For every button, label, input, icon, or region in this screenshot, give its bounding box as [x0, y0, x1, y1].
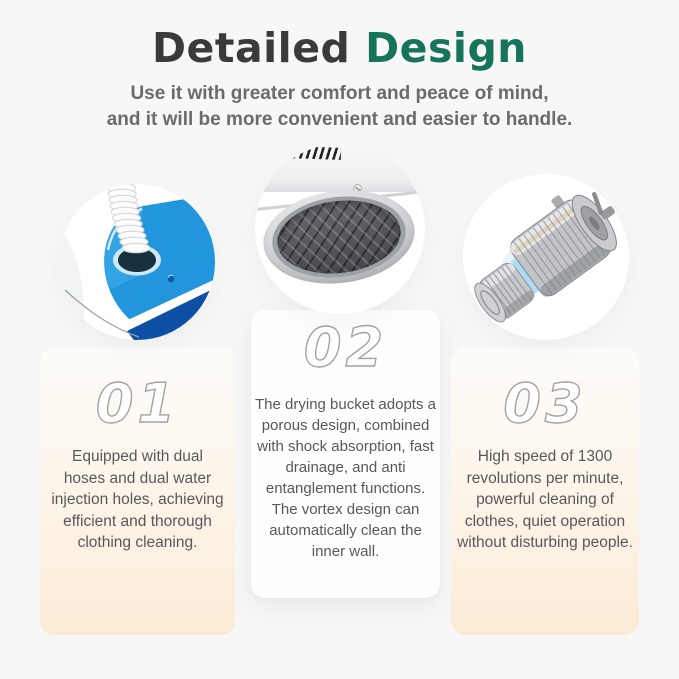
porous-drying-bucket-photo [255, 144, 425, 314]
high-speed-motor-photo [463, 174, 629, 340]
title-part-dark: Detailed [152, 24, 351, 72]
motor-illustration [463, 174, 629, 340]
feature-text-1: Equipped with dual hoses and dual water injection holes, achieving efficient and thorough clothing cleaning. [51, 448, 224, 551]
feature-card-1 [40, 348, 235, 635]
page-title [0, 0, 679, 71]
subtitle-line-1: Use it with greater comfort and peace of mind, [130, 83, 549, 105]
step-number-02: 02 [303, 316, 388, 379]
subtitle [0, 81, 679, 133]
feature-text-2: The drying bucket adopts a porous design, combined with shock absorption, fast drainage, and anti entanglement functions. The vortex design can automatically clean the inner wall. [255, 396, 436, 560]
feature-text-3: High speed of 1300 revolutions per minute, powerful cleaning of clothes, quiet operation without disturbing people. [457, 448, 633, 551]
vent-slits [289, 146, 341, 160]
feature-card-2 [251, 310, 440, 598]
title-part-green: Design [350, 24, 527, 72]
header [0, 0, 679, 133]
step-number-01: 01 [95, 372, 180, 435]
dual-hose-water-injection-photo [59, 184, 215, 340]
feature-card-3 [451, 348, 639, 635]
hose-illustration [59, 184, 215, 340]
subtitle-line-2: and it will be more convenient and easier to handle. [106, 109, 573, 131]
step-number-03: 03 [503, 372, 587, 435]
